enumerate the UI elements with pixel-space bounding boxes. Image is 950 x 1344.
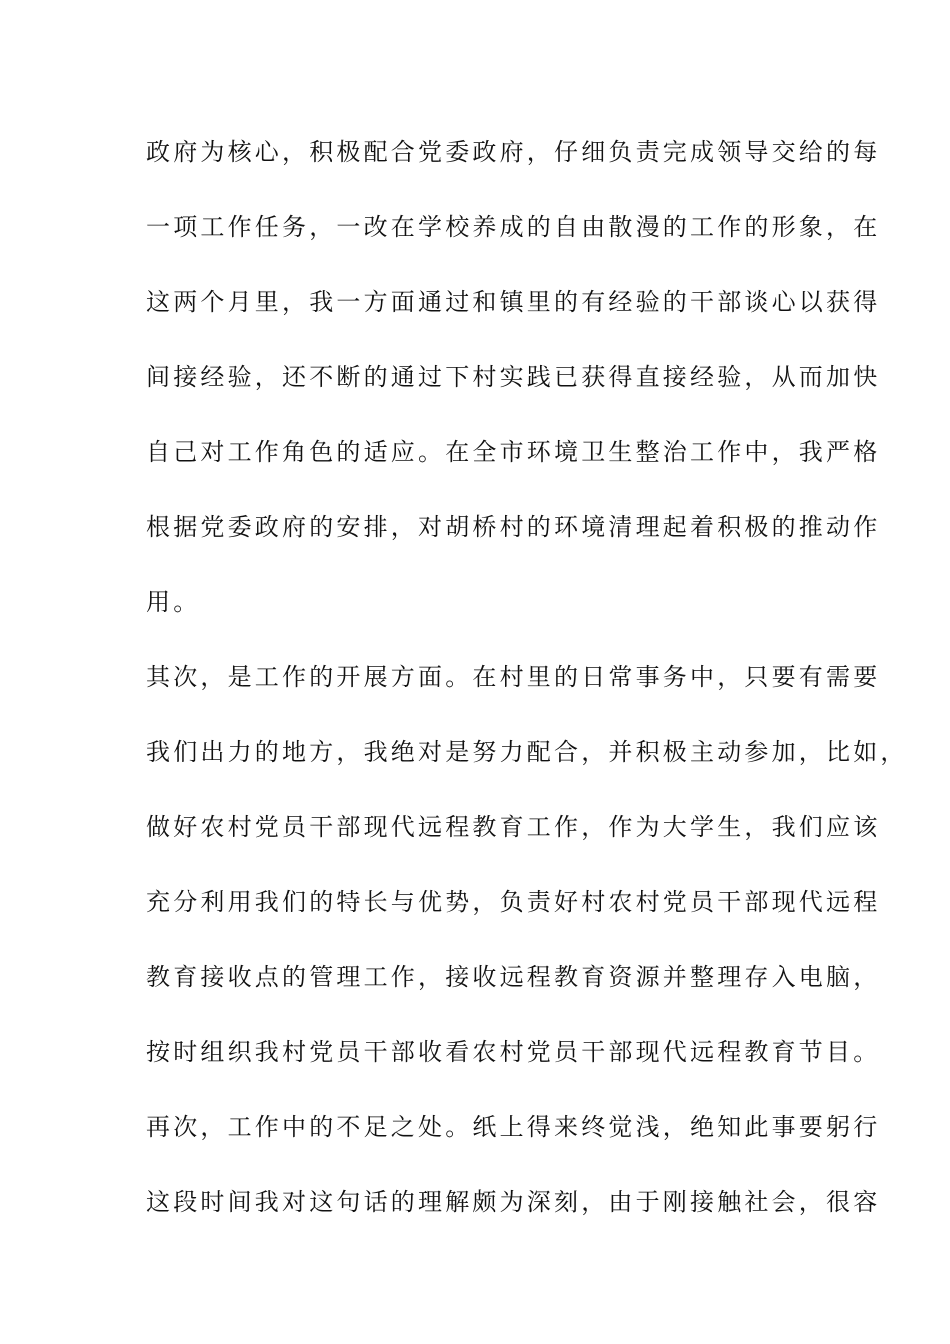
text-line: 根据党委政府的安排，对胡桥村的环境清理起着积极的推动作	[146, 513, 881, 541]
text-line: 做好农村党员干部现代远程教育工作，作为大学生，我们应该	[146, 813, 881, 841]
text-line: 间接经验，还不断的通过下村实践已获得直接经验，从而加快	[146, 363, 881, 391]
text-line: 这两个月里，我一方面通过和镇里的有经验的干部谈心以获得	[146, 288, 881, 316]
text-line: 用。	[146, 588, 201, 616]
text-line: 充分利用我们的特长与优势，负责好村农村党员干部现代远程	[146, 888, 881, 916]
body-text	[146, 132, 908, 1257]
text-line: 自己对工作角色的适应。在全市环境卫生整治工作中，我严格	[146, 438, 881, 466]
text-line: 一项工作任务，一改在学校养成的自由散漫的工作的形象，在	[146, 213, 881, 241]
text-line: 政府为核心，积极配合党委政府，仔细负责完成领导交给的每	[146, 138, 881, 166]
text-line: 教育接收点的管理工作，接收远程教育资源并整理存入电脑，	[146, 963, 881, 991]
text-line: 我们出力的地方，我绝对是努力配合，并积极主动参加，比如，	[146, 738, 908, 766]
text-line: 这段时间我对这句话的理解颇为深刻，由于刚接触社会，很容	[146, 1188, 881, 1216]
text-line: 按时组织我村党员干部收看农村党员干部现代远程教育节目。	[146, 1038, 881, 1066]
text-line: 再次，工作中的不足之处。纸上得来终觉浅，绝知此事要躬行	[146, 1113, 881, 1141]
text-line: 其次，是工作的开展方面。在村里的日常事务中，只要有需要	[146, 663, 881, 691]
